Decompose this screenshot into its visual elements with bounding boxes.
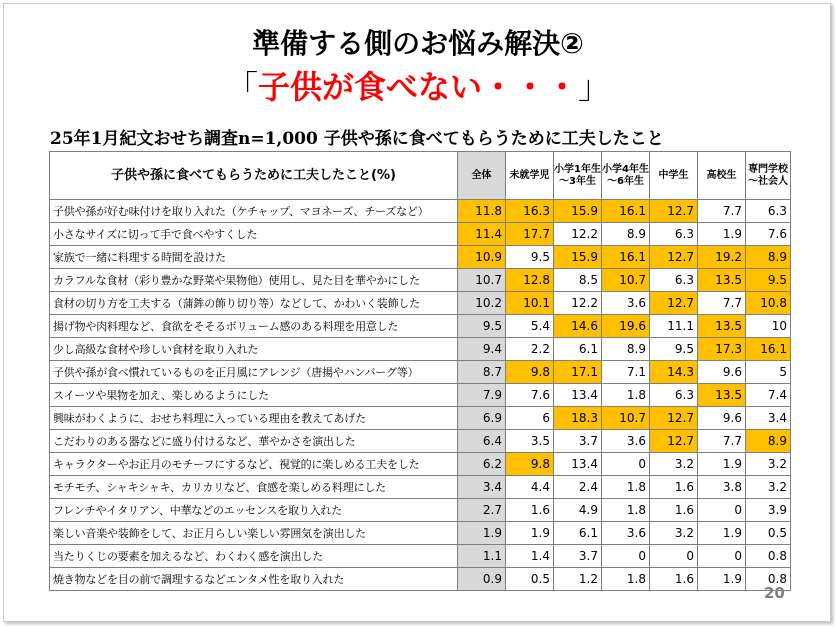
value-cell: 19.6 [602,315,650,338]
slide-title: 準備する側のお悩み解決② [252,27,584,60]
value-cell: 13.5 [698,269,746,292]
value-cell: 1.8 [602,476,650,499]
value-cell: 1.8 [602,499,650,522]
value-cell: 11.1 [650,315,698,338]
value-cell: 0 [602,545,650,568]
table-row [50,522,791,545]
value-cell: 10.1 [506,292,554,315]
close-bracket: 」 [578,68,611,106]
value-cell: 1.9 [698,522,746,545]
value-cell: 11.8 [458,200,506,223]
value-cell: 9.8 [506,361,554,384]
row-label: 小さなサイズに切って手で食べやすくした [50,223,458,246]
table-header-row [50,152,791,200]
value-cell: 11.4 [458,223,506,246]
table-row [50,568,791,591]
value-cell: 7.4 [746,384,791,407]
value-cell: 7.9 [458,384,506,407]
value-cell: 9.6 [698,361,746,384]
row-label: スイーツや果物を加え、楽しめるようにした [50,384,458,407]
question-header: 子供や孫に食べてもらうために工夫したこと(%) [50,152,458,200]
row-label: こだわりのある器などに盛り付けるなど、華やかさを演出した [50,430,458,453]
value-cell: 13.4 [554,384,602,407]
value-cell: 3.2 [650,522,698,545]
row-label: 家族で一緒に料理する時間を設けた [50,246,458,269]
value-cell: 10.7 [602,269,650,292]
value-cell: 3.6 [602,430,650,453]
value-cell: 13.4 [554,453,602,476]
value-cell: 4.9 [554,499,602,522]
table-row [50,223,791,246]
value-cell: 2.7 [458,499,506,522]
value-cell: 6.3 [650,223,698,246]
value-cell: 12.7 [650,407,698,430]
value-cell: 1.2 [554,568,602,591]
value-cell: 12.7 [650,430,698,453]
value-cell: 9.5 [506,246,554,269]
value-cell: 9.6 [698,407,746,430]
value-cell: 7.7 [698,430,746,453]
value-cell: 3.2 [746,476,791,499]
table-row [50,476,791,499]
value-cell: 6.3 [746,200,791,223]
value-cell: 3.5 [506,430,554,453]
row-label: 子供や孫が好む味付けを取り入れた（ケチャップ、マヨネーズ、チーズなど） [50,200,458,223]
value-cell: 7.1 [602,361,650,384]
value-cell: 14.3 [650,361,698,384]
value-cell: 6.1 [554,338,602,361]
slide-heading [0,62,836,108]
value-cell: 4.4 [506,476,554,499]
value-cell: 0.5 [746,522,791,545]
value-cell: 3.4 [746,407,791,430]
value-cell: 1.8 [602,384,650,407]
value-cell: 6 [506,407,554,430]
value-cell: 15.9 [554,200,602,223]
value-cell: 0 [698,499,746,522]
value-cell: 2.2 [506,338,554,361]
column-header: 小学4年生～6年生 [602,152,650,200]
value-cell: 8.9 [602,223,650,246]
value-cell: 7.7 [698,200,746,223]
value-cell: 0.8 [746,545,791,568]
value-cell: 16.1 [746,338,791,361]
value-cell: 0 [698,545,746,568]
value-cell: 9.5 [458,315,506,338]
value-cell: 7.6 [506,384,554,407]
value-cell: 1.6 [506,499,554,522]
value-cell: 13.5 [698,384,746,407]
value-cell: 8.9 [602,338,650,361]
value-cell: 6.3 [650,269,698,292]
survey-table [49,151,791,591]
value-cell: 1.8 [602,568,650,591]
value-cell: 10.8 [746,292,791,315]
value-cell: 1.9 [698,453,746,476]
table-row [50,499,791,522]
value-cell: 6.9 [458,407,506,430]
value-cell: 16.3 [506,200,554,223]
value-cell: 1.6 [650,476,698,499]
value-cell: 3.7 [554,430,602,453]
value-cell: 3.9 [746,499,791,522]
value-cell: 12.7 [650,292,698,315]
value-cell: 1.9 [698,568,746,591]
value-cell: 6.1 [554,522,602,545]
value-cell: 9.5 [650,338,698,361]
value-cell: 10 [746,315,791,338]
table-row [50,430,791,453]
value-cell: 15.9 [554,246,602,269]
value-cell: 0.8 [746,568,791,591]
value-cell: 9.8 [506,453,554,476]
value-cell: 3.2 [650,453,698,476]
value-cell: 5.4 [506,315,554,338]
value-cell: 13.5 [698,315,746,338]
value-cell: 19.2 [698,246,746,269]
value-cell: 0 [602,453,650,476]
value-cell: 8.9 [746,430,791,453]
value-cell: 5 [746,361,791,384]
row-label: モチモチ、シャキシャキ、カリカリなど、食感を楽しめる料理にした [50,476,458,499]
value-cell: 10.7 [458,269,506,292]
value-cell: 9.5 [746,269,791,292]
heading-text: 子供が食べない・・・ [257,68,578,106]
value-cell: 1.9 [506,522,554,545]
value-cell: 6.4 [458,430,506,453]
table-row [50,545,791,568]
row-label: 少し高級な食材や珍しい食材を取り入れた [50,338,458,361]
row-label: フレンチやイタリアン、中華などのエッセンスを取り入れた [50,499,458,522]
survey-subtitle: 25年1月紀文おせち調査n=1,000 子供や孫に食べてもらうために工夫したこと [50,129,664,149]
row-label: 当たりくじの要素を加えるなど、わくわく感を演出した [50,545,458,568]
value-cell: 16.1 [602,246,650,269]
row-label: 子供や孫が食べ慣れているものを正月風にアレンジ（唐揚やハンバーグ等） [50,361,458,384]
table-row [50,292,791,315]
value-cell: 6.3 [650,384,698,407]
table-row [50,269,791,292]
page-number: 20 [764,584,785,602]
value-cell: 7.6 [746,223,791,246]
value-cell: 0.9 [458,568,506,591]
column-header: 未就学児 [506,152,554,200]
table-row [50,338,791,361]
value-cell: 9.4 [458,338,506,361]
row-label: 楽しい音楽や装飾をして、お正月らしい楽しい雰囲気を演出した [50,522,458,545]
value-cell: 1.6 [650,568,698,591]
value-cell: 0.5 [506,568,554,591]
value-cell: 17.3 [698,338,746,361]
column-header: 高校生 [698,152,746,200]
table-row [50,315,791,338]
value-cell: 12.7 [650,246,698,269]
value-cell: 17.1 [554,361,602,384]
value-cell: 8.7 [458,361,506,384]
row-label: キャラクターやお正月のモチーフにするなど、視覚的に楽しめる工夫をした [50,453,458,476]
row-label: 焼き物などを目の前で調理するなどエンタメ性を取り入れた [50,568,458,591]
column-header: 全体 [458,152,506,200]
value-cell: 3.7 [554,545,602,568]
row-label: カラフルな食材（彩り豊かな野菜や果物他）使用し、見た目を華やかにした [50,269,458,292]
column-header: 小学1年生～3年生 [554,152,602,200]
value-cell: 1.9 [698,223,746,246]
value-cell: 8.5 [554,269,602,292]
value-cell: 1.4 [506,545,554,568]
open-bracket: 「 [225,68,258,106]
table-row [50,246,791,269]
value-cell: 2.4 [554,476,602,499]
value-cell: 10.2 [458,292,506,315]
table-row [50,384,791,407]
value-cell: 18.3 [554,407,602,430]
value-cell: 12.7 [650,200,698,223]
value-cell: 10.9 [458,246,506,269]
value-cell: 3.2 [746,453,791,476]
row-label: 食材の切り方を工夫する（蒲鉾の飾り切り等）などして、かわいく装飾した [50,292,458,315]
table-row [50,407,791,430]
value-cell: 1.1 [458,545,506,568]
column-header: 中学生 [650,152,698,200]
value-cell: 14.6 [554,315,602,338]
value-cell: 10.7 [602,407,650,430]
value-cell: 12.2 [554,223,602,246]
value-cell: 3.6 [602,522,650,545]
value-cell: 1.6 [650,499,698,522]
value-cell: 17.7 [506,223,554,246]
value-cell: 3.4 [458,476,506,499]
value-cell: 16.1 [602,200,650,223]
value-cell: 3.8 [698,476,746,499]
column-header: 専門学校～社会人 [746,152,791,200]
value-cell: 6.2 [458,453,506,476]
value-cell: 8.9 [746,246,791,269]
value-cell: 12.2 [554,292,602,315]
table-body [50,200,791,591]
value-cell: 0 [650,545,698,568]
table-row [50,361,791,384]
value-cell: 1.9 [458,522,506,545]
row-label: 興味がわくように、おせち料理に入っている理由を教えてあげた [50,407,458,430]
table-row [50,453,791,476]
value-cell: 7.7 [698,292,746,315]
value-cell: 3.6 [602,292,650,315]
value-cell: 12.8 [506,269,554,292]
table-row [50,200,791,223]
row-label: 揚げ物や肉料理など、食欲をそそるボリューム感のある料理を用意した [50,315,458,338]
